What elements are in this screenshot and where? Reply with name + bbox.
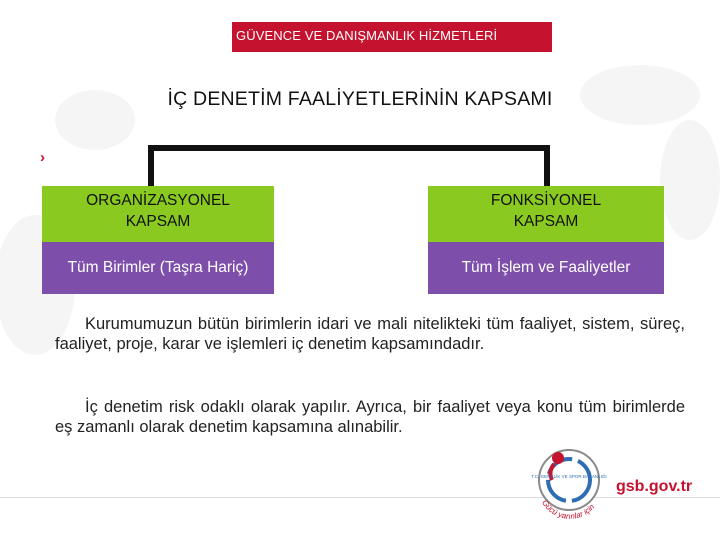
- organizational-scope-detail-box: Tüm Birimler (Taşra Hariç): [42, 242, 274, 294]
- connector-left: [148, 145, 154, 187]
- page-title: İÇ DENETİM FAALİYETLERİNİN KAPSAMI: [167, 88, 553, 110]
- organizational-scope-title-line2: KAPSAM: [125, 213, 191, 230]
- logo-ring-text: Gücü yarınlar için: [540, 498, 597, 521]
- footer-divider: [0, 497, 720, 498]
- logo-center-text: T.C. GENÇLİK VE SPOR BAKANLIĞI: [531, 474, 607, 479]
- audit-paragraph: İç denetim risk odaklı olarak yapılır. Ayrıca, bir faaliyet veya konu tüm birimlerde eş zamanlı olarak denetim kapsamına alınabilir.: [55, 398, 685, 436]
- website-label: gsb.gov.tr: [616, 478, 693, 495]
- functional-scope-box: [428, 186, 664, 242]
- connector-right: [544, 145, 550, 187]
- functional-scope-title-line2: KAPSAM: [513, 213, 579, 230]
- scope-paragraph: Kurumumuzun bütün birimlerin idari ve mali nitelikteki tüm faaliyet, sistem, süreç, faaliyet, proje, karar ve işlemleri iç denetim kapsamındadır.: [55, 315, 685, 353]
- ministry-emblem-icon: [528, 438, 610, 534]
- bullet-chevron-icon: ›: [40, 149, 45, 166]
- organizational-scope-title-line1: ORGANİZASYONEL: [86, 192, 230, 209]
- functional-scope-title-line1: FONKSİYONEL: [490, 192, 602, 209]
- organizational-scope-box: [42, 186, 274, 242]
- header-banner-text: GÜVENCE VE DANIŞMANLIK HİZMETLERİ: [236, 28, 498, 43]
- functional-scope-detail-box: Tüm İşlem ve Faaliyetler: [428, 242, 664, 294]
- connector-horizontal: [148, 145, 550, 151]
